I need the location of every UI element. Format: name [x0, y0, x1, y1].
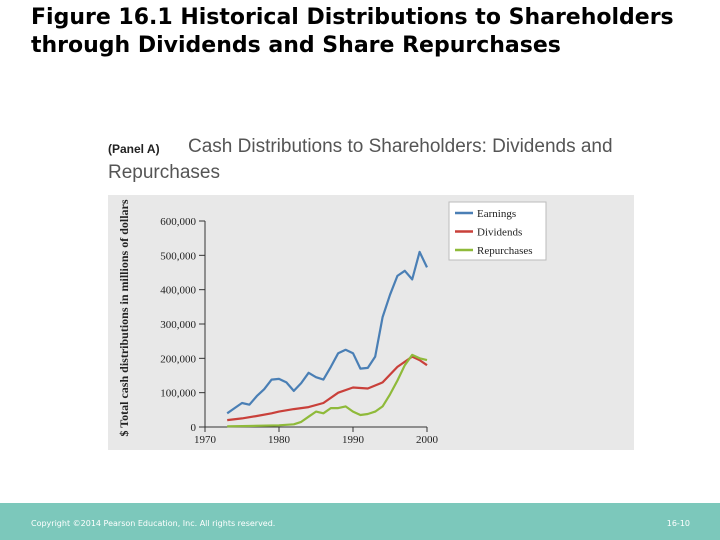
y-tick-label: 100,000	[160, 387, 196, 400]
y-tick-label: 500,000	[160, 250, 196, 263]
legend-label: Dividends	[477, 226, 523, 239]
chart-title: Cash Distributions to Shareholders: Dividends and Repurchases	[108, 136, 613, 183]
x-tick-label: 1970	[194, 434, 216, 446]
y-tick-label: 200,000	[160, 353, 196, 366]
y-tick-label: 400,000	[160, 284, 196, 297]
panel-label: (Panel A)	[108, 142, 160, 156]
legend-label: Repurchases	[477, 245, 533, 257]
y-tick-label: 600,000	[160, 216, 196, 228]
page-number: 16-10	[666, 519, 690, 528]
y-tick-label: 0	[190, 422, 196, 434]
x-tick-label: 2000	[416, 434, 438, 446]
legend	[449, 202, 546, 260]
footer-bar	[0, 503, 720, 540]
x-tick-label: 1980	[268, 434, 290, 446]
x-tick-label: 1990	[342, 434, 364, 446]
copyright-text: Copyright ©2014 Pearson Education, Inc. All rights reserved.	[31, 519, 276, 528]
legend-label: Earnings	[477, 208, 517, 220]
y-axis-label: $ Total cash distributions in millions of dollars	[117, 199, 131, 437]
slide-title: Figure 16.1 Historical Distributions to Shareholders through Dividends and Share Repurchases	[31, 5, 674, 58]
y-tick-label: 300,000	[160, 319, 196, 331]
